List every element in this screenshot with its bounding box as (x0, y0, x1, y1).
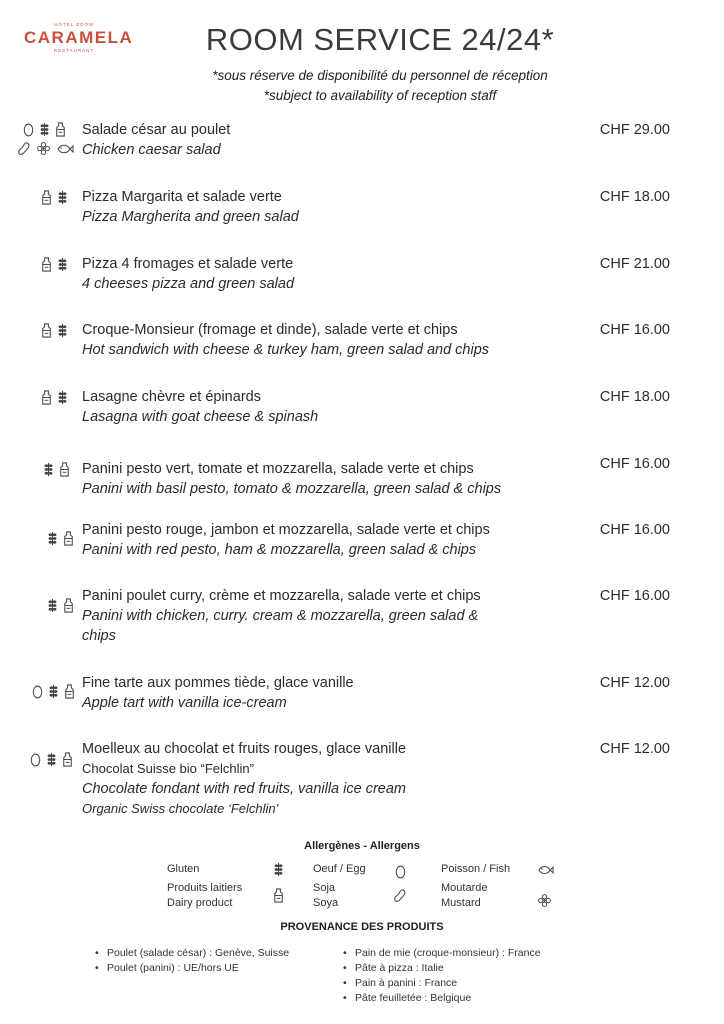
allergen-icons (14, 520, 80, 556)
allergen-icons (14, 586, 80, 622)
gluten-icon (56, 257, 69, 272)
item-name-en: Chocolate fondant with red fruits, vanilla ice cream (82, 781, 406, 797)
dairy-icon (40, 257, 53, 272)
restaurant-logo (24, 22, 134, 62)
item-name-en: Chicken caesar salad (82, 142, 221, 158)
dairy-icon (54, 122, 67, 137)
item-name-fr: Croque-Monsieur (fromage et dinde), salade verte et chips (82, 322, 458, 338)
item-name-fr: Panini poulet curry, crème et mozzarella, salade verte et chips (82, 588, 481, 604)
item-price: CHF 12.00 (599, 741, 670, 757)
legend-fish-label: Poisson / Fish (441, 863, 511, 875)
gluten-icon (46, 598, 59, 613)
dairy-icon (62, 531, 75, 546)
allergens-title: Allergènes - Allergens (304, 840, 420, 852)
item-price: CHF 21.00 (599, 256, 670, 272)
gluten-icon (45, 752, 58, 767)
item-name-en: Panini with red pesto, ham & mozzarella, green salad & chips (82, 542, 477, 558)
availability-note-fr: *sous réserve de disponibilité du personnel de réception (212, 68, 548, 83)
legend-soya-fr: Soja (313, 882, 336, 894)
dairy-icon (40, 390, 53, 405)
dairy-icon (62, 598, 75, 613)
legend-mustard-en: Mustard (441, 897, 481, 909)
mustard-icon (537, 893, 552, 908)
dairy-icon (40, 190, 53, 205)
item-name-en: Panini with chicken, curry. cream & mozzarella, green salad & (82, 608, 479, 624)
gluten-icon (56, 190, 69, 205)
legend-mustard-label (441, 881, 487, 911)
dairy-icon (58, 462, 71, 477)
allergen-icons (14, 459, 80, 495)
legend-dairy-en: Dairy product (167, 897, 233, 909)
item-name-fr: Lasagne chèvre et épinards (82, 389, 261, 405)
allergen-icons (14, 739, 80, 775)
legend-gluten-label: Gluten (167, 863, 200, 875)
item-name-en: 4 cheeses pizza and green salad (82, 276, 295, 292)
item-note-fr: Chocolat Suisse bio “Felchlin” (82, 761, 254, 776)
item-name-fr: Fine tarte aux pommes tiède, glace vanille (82, 675, 354, 691)
provenance-list-right (341, 946, 601, 1006)
item-name-fr: Salade césar au poulet (82, 122, 231, 138)
item-price: CHF 12.00 (599, 675, 670, 691)
allergen-icons (14, 387, 80, 423)
allergen-icons (14, 254, 80, 290)
item-price: CHF 29.00 (599, 122, 670, 138)
fish-icon (537, 864, 554, 876)
provenance-title: PROVENANCE DES PRODUITS (280, 921, 444, 933)
item-name-fr: Pizza 4 fromages et salade verte (82, 256, 294, 272)
mustard-icon (36, 141, 51, 156)
dairy-icon (40, 323, 53, 338)
allergen-icons (14, 187, 80, 223)
legend-egg-label: Oeuf / Egg (313, 863, 366, 875)
item-note-en: Organic Swiss chocolate ‘Felchlin’ (82, 801, 279, 816)
egg-icon (29, 752, 42, 767)
item-price: CHF 18.00 (599, 389, 670, 405)
item-price: CHF 16.00 (599, 588, 670, 604)
list-item: • Pâte feuilletée : Belgique (341, 991, 601, 1006)
item-name-en: Panini with basil pesto, tomato & mozzarella, green salad & chips (82, 481, 502, 497)
allergen-icons (14, 320, 80, 356)
item-name-fr: Pizza Margarita et salade verte (82, 189, 282, 205)
list-item: • Poulet (salade césar) : Genève, Suisse (93, 946, 333, 961)
item-price: CHF 16.00 (599, 456, 670, 472)
egg-icon (394, 864, 407, 879)
page-title: ROOM SERVICE 24/24* (205, 22, 555, 57)
dairy-icon (272, 888, 285, 903)
dairy-icon (63, 684, 76, 699)
list-item: • Poulet (panini) : UE/hors UE (93, 961, 333, 976)
logo-name: CARAMELA (24, 28, 134, 47)
allergen-icons (14, 673, 80, 709)
legend-soya-en: Soya (313, 897, 339, 909)
gluten-icon (56, 390, 69, 405)
item-price: CHF 16.00 (599, 522, 670, 538)
dairy-icon (61, 752, 74, 767)
item-name-fr: Moelleux au chocolat et fruits rouges, glace vanille (82, 741, 407, 757)
list-item: • Pain de mie (croque-monsieur) : France (341, 946, 601, 961)
soya-icon (16, 141, 32, 156)
egg-icon (31, 684, 44, 699)
list-item: • Pâte à pizza : Italie (341, 961, 601, 976)
item-name-en: Apple tart with vanilla ice-cream (82, 695, 287, 711)
allergen-icons (14, 120, 80, 156)
provenance-list-left (93, 946, 333, 976)
logo-top-text: HOTEL ZOOM (54, 22, 94, 27)
item-price: CHF 18.00 (599, 189, 670, 205)
availability-note-en: *subject to availability of reception staff (263, 88, 497, 103)
gluten-icon (56, 323, 69, 338)
item-price: CHF 16.00 (599, 322, 670, 338)
list-item: • Pain à panini : France (341, 976, 601, 991)
legend-mustard-fr: Moutarde (441, 882, 488, 894)
gluten-icon (47, 684, 60, 699)
soya-icon (392, 888, 408, 903)
item-name-fr: Panini pesto vert, tomate et mozzarella, salade verte et chips (82, 461, 474, 477)
fish-icon (56, 143, 74, 155)
gluten-icon (272, 862, 285, 877)
gluten-icon (46, 531, 59, 546)
item-name-en-cont: chips (82, 628, 116, 644)
legend-dairy-fr: Produits laitiers (167, 882, 243, 894)
legend-dairy-label (167, 881, 242, 911)
gluten-icon (38, 122, 51, 137)
egg-icon (22, 122, 35, 137)
logo-bottom-text: RESTAURANT (53, 48, 95, 53)
legend-soya-label (313, 881, 338, 911)
item-name-en: Hot sandwich with cheese & turkey ham, green salad and chips (82, 342, 490, 358)
item-name-en: Pizza Margherita and green salad (82, 209, 299, 225)
item-name-fr: Panini pesto rouge, jambon et mozzarella, salade verte et chips (82, 522, 490, 538)
gluten-icon (42, 462, 55, 477)
item-name-en: Lasagna with goat cheese & spinash (82, 409, 319, 425)
